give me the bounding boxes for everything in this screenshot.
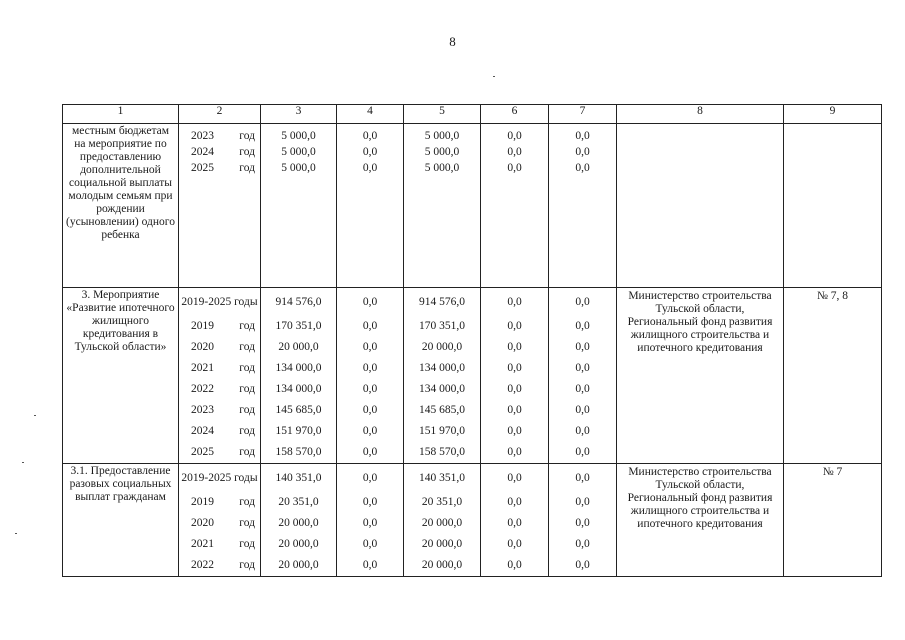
value-cell: 0,0 — [362, 295, 378, 308]
year-value: 2022 — [191, 559, 214, 571]
value-cell: 0,0 — [575, 496, 590, 508]
year-value: 2019 — [191, 496, 214, 508]
value-cell: 0,0 — [507, 559, 522, 571]
value-cell: 914 576,0 — [275, 295, 322, 308]
value-cell: 0,0 — [362, 559, 378, 571]
value-column-6 — [481, 124, 549, 288]
value-cell: 151 970,0 — [419, 425, 465, 437]
year-unit: год — [239, 162, 255, 174]
value-cell: 0,0 — [507, 425, 522, 437]
value-cell: 20 000,0 — [278, 538, 319, 550]
year-row — [179, 337, 260, 358]
indicator-cell: № 7 — [784, 464, 882, 577]
year-row — [179, 160, 260, 176]
value-cell: 0,0 — [362, 446, 378, 458]
year-value: 2022 — [191, 383, 214, 395]
value-cell: 134 000,0 — [419, 362, 465, 374]
header-cell: 9 — [784, 105, 882, 124]
value-column-3 — [261, 288, 337, 464]
value-cell: 20 000,0 — [421, 559, 463, 571]
value-cell: 145 685,0 — [419, 404, 465, 416]
value-cell: 0,0 — [362, 425, 378, 437]
year-column — [179, 288, 261, 464]
value-column-5 — [404, 124, 481, 288]
value-cell: 0,0 — [507, 517, 522, 529]
year-value: 2024 — [191, 146, 214, 158]
year-value: 2024 — [191, 425, 214, 437]
value-cell: 0,0 — [575, 425, 590, 437]
value-cell: 0,0 — [507, 471, 522, 484]
value-cell: 0,0 — [575, 362, 590, 374]
value-cell: 170 351,0 — [419, 320, 465, 332]
scan-mark — [493, 76, 495, 77]
value-cell: 0,0 — [362, 517, 378, 529]
year-unit: год — [239, 146, 255, 158]
value-cell: 0,0 — [575, 517, 590, 529]
value-cell: 0,0 — [575, 162, 590, 174]
value-cell: 0,0 — [362, 130, 378, 142]
year-unit: год — [239, 559, 255, 571]
value-column-4 — [337, 464, 404, 577]
value-cell: 0,0 — [575, 295, 590, 308]
year-value: 2021 — [191, 362, 214, 374]
value-cell: 0,0 — [507, 496, 522, 508]
header-cell: 8 — [617, 105, 784, 124]
year-unit: год — [239, 538, 255, 550]
year-column — [179, 124, 261, 288]
year-unit: год — [239, 320, 255, 332]
period-label: 2019-2025 годы — [181, 471, 258, 484]
value-column-5 — [404, 288, 481, 464]
value-cell: 0,0 — [362, 496, 378, 508]
program-table — [62, 104, 882, 577]
value-cell: 0,0 — [507, 383, 522, 395]
year-value: 2023 — [191, 130, 214, 142]
value-cell: 20 000,0 — [421, 341, 463, 353]
value-cell: 145 685,0 — [275, 404, 322, 416]
value-cell: 20 000,0 — [421, 517, 463, 529]
value-cell: 0,0 — [575, 559, 590, 571]
value-cell: 0,0 — [507, 320, 522, 332]
header-cell: 6 — [481, 105, 549, 124]
activity-name: 3.1. Предоставление разовых социальных выплат гражданам — [63, 464, 179, 577]
year-value: 2020 — [191, 341, 214, 353]
scan-mark — [22, 462, 24, 463]
scan-mark — [15, 533, 17, 534]
value-cell: 0,0 — [507, 146, 522, 158]
year-value: 2019 — [191, 320, 214, 332]
activity-name: местным бюджетам на мероприятие по предоставлению дополнительной социальной выплаты молодым семьям при рождении (усыновлении) одного ребенка — [63, 124, 179, 288]
value-cell: 158 570,0 — [275, 446, 322, 458]
year-unit: год — [239, 425, 255, 437]
year-column — [179, 464, 261, 577]
header-cell: 5 — [404, 105, 481, 124]
scan-mark — [34, 415, 36, 416]
value-cell: 0,0 — [507, 538, 522, 550]
year-unit: год — [239, 362, 255, 374]
value-column-3 — [261, 124, 337, 288]
indicator-cell: № 7, 8 — [784, 288, 882, 464]
year-unit: год — [239, 341, 255, 353]
table-row — [63, 464, 882, 577]
value-column-6 — [481, 464, 549, 577]
value-cell: 0,0 — [507, 162, 522, 174]
year-value: 2025 — [191, 446, 214, 458]
value-column-4 — [337, 124, 404, 288]
year-row — [179, 492, 260, 513]
value-cell: 20 000,0 — [421, 538, 463, 550]
year-row — [179, 128, 260, 144]
value-cell: 0,0 — [362, 404, 378, 416]
value-cell: 20 000,0 — [278, 559, 319, 571]
value-cell: 170 351,0 — [275, 320, 322, 332]
value-cell: 0,0 — [362, 320, 378, 332]
value-cell: 0,0 — [507, 362, 522, 374]
year-row — [179, 555, 260, 576]
header-cell: 1 — [63, 105, 179, 124]
value-cell: 5 000,0 — [424, 162, 460, 174]
activity-name: 3. Мероприятие «Развитие ипотечного жилищного кредитования в Тульской области» — [63, 288, 179, 464]
value-cell: 0,0 — [507, 446, 522, 458]
value-cell: 0,0 — [362, 162, 378, 174]
value-cell: 0,0 — [362, 471, 378, 484]
year-row — [179, 400, 260, 421]
header-cell: 3 — [261, 105, 337, 124]
year-row — [179, 513, 260, 534]
value-cell: 0,0 — [507, 130, 522, 142]
value-column-4 — [337, 288, 404, 464]
value-cell: 0,0 — [362, 383, 378, 395]
header-row — [63, 105, 882, 124]
value-cell: 5 000,0 — [424, 130, 460, 142]
value-cell: 134 000,0 — [419, 383, 465, 395]
year-value: 2025 — [191, 162, 214, 174]
year-unit: год — [239, 404, 255, 416]
value-column-7 — [549, 288, 617, 464]
year-row — [179, 358, 260, 379]
value-cell: 0,0 — [362, 341, 378, 353]
table-row — [63, 124, 882, 288]
value-cell: 0,0 — [575, 320, 590, 332]
value-cell: 140 351,0 — [275, 471, 322, 484]
year-unit: год — [239, 496, 255, 508]
year-unit: год — [239, 517, 255, 529]
value-cell: 0,0 — [362, 146, 378, 158]
header-cell: 4 — [337, 105, 404, 124]
value-cell: 0,0 — [507, 341, 522, 353]
value-column-7 — [549, 464, 617, 577]
value-cell: 20 000,0 — [278, 341, 319, 353]
value-cell: 20 000,0 — [278, 517, 319, 529]
value-cell: 0,0 — [362, 538, 378, 550]
year-row — [179, 442, 260, 463]
year-row — [179, 421, 260, 442]
value-column-3 — [261, 464, 337, 577]
year-unit: год — [239, 446, 255, 458]
value-cell: 0,0 — [575, 471, 590, 484]
year-value: 2020 — [191, 517, 214, 529]
value-cell: 158 570,0 — [419, 446, 465, 458]
table-row — [63, 288, 882, 464]
value-cell: 134 000,0 — [275, 383, 322, 395]
executor-cell — [617, 124, 784, 288]
year-unit: год — [239, 130, 255, 142]
value-cell: 0,0 — [575, 446, 590, 458]
header-cell: 7 — [549, 105, 617, 124]
value-column-5 — [404, 464, 481, 577]
value-cell: 20 351,0 — [278, 496, 319, 508]
value-cell: 5 000,0 — [281, 162, 316, 174]
value-cell: 0,0 — [575, 130, 590, 142]
value-cell: 5 000,0 — [424, 146, 460, 158]
value-cell: 0,0 — [575, 538, 590, 550]
value-cell: 134 000,0 — [275, 362, 322, 374]
year-row — [179, 379, 260, 400]
value-cell: 5 000,0 — [281, 130, 316, 142]
year-row — [179, 534, 260, 555]
executor-cell: Министерство строительства Тульской области, Региональный фонд развития жилищного строительства и ипотечного кредитования — [617, 288, 784, 464]
value-cell: 151 970,0 — [275, 425, 322, 437]
year-value: 2021 — [191, 538, 214, 550]
value-column-7 — [549, 124, 617, 288]
value-cell: 0,0 — [507, 404, 522, 416]
year-row — [179, 316, 260, 337]
value-column-6 — [481, 288, 549, 464]
period-label: 2019-2025 годы — [181, 295, 258, 308]
value-cell: 140 351,0 — [419, 471, 465, 484]
value-cell: 0,0 — [362, 362, 378, 374]
header-cell: 2 — [179, 105, 261, 124]
value-cell: 0,0 — [575, 341, 590, 353]
value-cell: 20 351,0 — [421, 496, 463, 508]
value-cell: 5 000,0 — [281, 146, 316, 158]
value-cell: 0,0 — [507, 295, 522, 308]
page-number: 8 — [449, 34, 456, 49]
value-cell: 914 576,0 — [419, 295, 465, 308]
executor-cell: Министерство строительства Тульской области, Региональный фонд развития жилищного строительства и ипотечного кредитования — [617, 464, 784, 577]
year-unit: год — [239, 383, 255, 395]
value-cell: 0,0 — [575, 146, 590, 158]
value-cell: 0,0 — [575, 404, 590, 416]
year-row — [179, 144, 260, 160]
value-cell: 0,0 — [575, 383, 590, 395]
year-value: 2023 — [191, 404, 214, 416]
indicator-cell — [784, 124, 882, 288]
